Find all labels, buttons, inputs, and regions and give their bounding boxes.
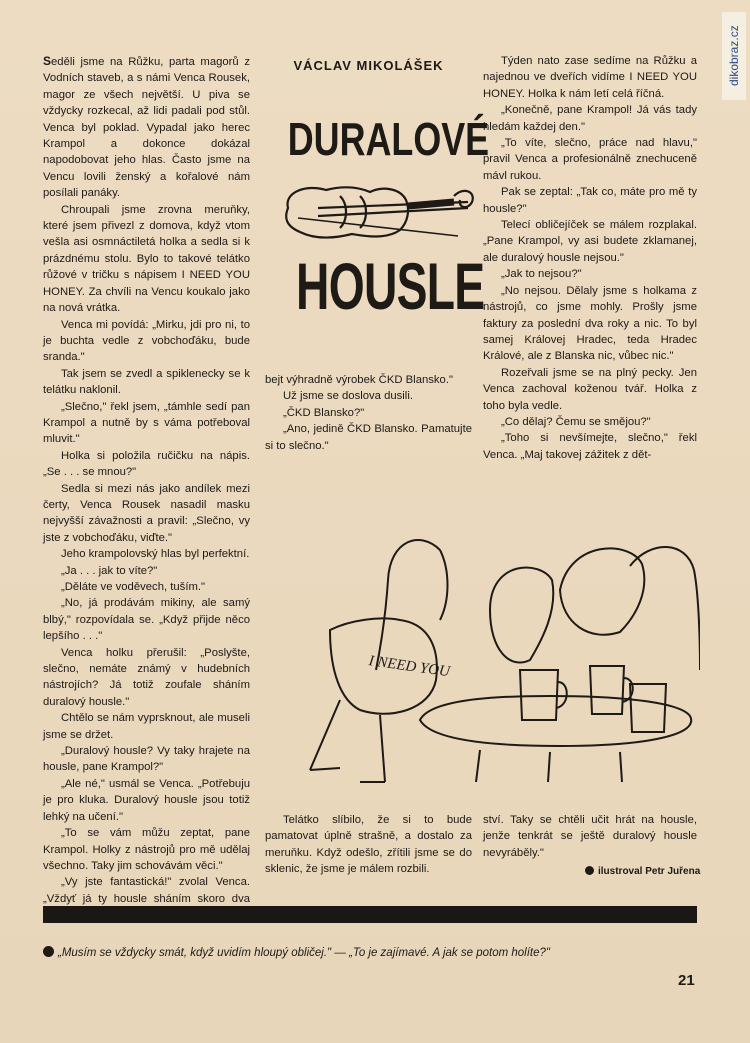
article-column-1 [43,53,250,924]
paragraph: „No, já prodávám mikiny, ale samý blbý," rozpovídala se. „Když přijde něco lepšího . . ." [43,597,250,643]
paragraph: „Ano, jedině ČKD Blansko. Pamatujte si to slečno." [265,423,472,452]
paragraph: Sedla si mezi nás jako andílek mezi čerty, Venca Rousek nasadil masku nejvyšší závažnosti a pravil: „Slečno, vy jste z vobchoďáku, viďte." [43,482,250,544]
article-column-3 [483,53,697,463]
paragraph: „Slečno," řekl jsem, „támhle sedí pan Krampol a nutně by s váma potřeboval mluvit." [43,400,250,446]
paragraph: „To víte, slečno, práce nad hlavu," pravil Venca a profesionálně znechuceně mávl rukou. [483,137,697,182]
beer-mug [630,684,666,732]
bullet-icon [585,866,594,875]
violin-string [318,208,468,216]
paragraph: bejt výhradně výrobek ČKD Blansko." [265,374,453,386]
violin-illustration [278,178,478,248]
paragraph: Venca mi povídá: „Mirku, jdi pro ni, to je buchta vedle z vobchoďáku, bude sranda." [43,318,250,364]
bullet-icon [43,946,54,957]
article-column-2-end [265,812,472,878]
drop-letter: S [43,54,52,68]
paragraph: Rozeřvali jsme se na plný pecky. Jen Venca zachoval koženou tvář. Holka z toho byla vedle. [483,366,697,412]
violin-scroll [454,191,473,207]
man-right-back [630,547,700,670]
beer-mug [590,666,633,714]
man-right-head [560,548,644,634]
paragraph: „Jak to nejsou?" [501,268,582,281]
paragraph: Chroupali jsme zrovna meruňky, které jsem přivezl z domova, když vtom vešla asi osmnáctiletá holka a sedla si k prázdnému stolu. Bylo to takové telátko růžové v tričku s nápisem I NEED YOU HONEY. Za chvíli na Vencu koukalo jako na nová vrátka. [43,203,250,315]
title-line-2: HOUSLE [296,249,485,323]
paragraph: Venca holku přerušil: „Poslyšte, slečno, nemáte známý v hudebních nástrojích? Já totiž zoufale sháním duralový housle." [43,646,250,708]
violin-bow [298,218,458,236]
paragraph: Tak jsem se zvedl a spiklenecky se k telátku naklonil. [43,367,250,397]
paragraph: „Ja . . . jak to víte?" [61,564,158,577]
table-legs [476,750,622,782]
paragraph: Holka si položila ručičku na nápis. „Se . . . se mnou?" [43,449,250,479]
paragraph: „ČKD Blansko?" [283,406,365,419]
author-name: VÁCLAV MIKOLÁŠEK [293,58,444,73]
paragraph: „Toho si nevšímejte, slečno," řekl Venca. „Maj takovej zážitek z dět- [483,432,697,461]
paragraph: „Vy jste fantastická!" zvolal Venca. „Vždyť já ty housle sháním skoro dva [43,876,250,905]
paragraph: „Konečně, pane Krampol! Já vás tady hledám každej den." [483,104,697,133]
paragraph: Seděli jsme na Růžku, parta magorů z Vodních staveb, a s námi Venca Rousek, magor ze všech největší. U piva se vždycky rozkecal, až lidi padali pod stůl. Venca byl poklad. Vypadal jako herec Krampol a dokonce dokázal napodobovat jeho hlas. Často jsme na Vencu lovili ženský a kořalové nám posílali panáky. [43,54,250,200]
paragraph: Telecí obličejíček se málem rozplakal. „Pane Krampol, vy asi budete zklamanej, ale duralový housle nejsou." [483,219,697,264]
girl-hair [376,540,448,670]
page-number: 21 [678,972,695,989]
illustration-credit: ilustroval Petr Juřena [585,866,700,877]
paragraph: Týden nato zase sedíme na Růžku a najednou ve dveřích vidíme I NEED YOU HONEY. Holka k nám letí celá říčná. [483,55,697,100]
cartoon-illustration [290,520,700,800]
beer-mug [520,670,567,720]
paragraph: Už jsme se doslova dusili. [283,390,413,403]
paragraph: „Ale né," usmál se Venca. „Potřebuju je pro kluka. Duralový housle jsou totiž lehký na učení." [43,777,250,823]
paragraph: „Děláte ve voděvech, tuším." [61,581,206,593]
paragraph: Pak se zeptal: „Tak co, máte pro mě ty housle?" [483,186,697,215]
watermark[interactable]: dikobraz.cz [722,12,746,100]
paragraph: „Co dělaj? Čemu se smějou?" [501,415,651,428]
separator-bar [43,906,697,923]
paragraph: „No nejsou. Dělaly jsme s holkama z nástrojů, co jsme mohly. Prošly jsme faktury za poslední dva roky a nic. To byl samej Královej Hradec, teda Hradec Králové, ale z Blanska nic, vůbec nic." [483,284,697,363]
paragraph: Jeho krampolovský hlas byl perfektní. [61,548,250,561]
violin-f-hole-right [360,196,366,228]
shirt-text: I NEED YOU [367,653,451,681]
article-column-2 [265,372,472,454]
violin-neck [408,202,454,206]
paragraph: ství. Taky se chtěli učit hrát na housle, jenže tenkrát se ještě duralový housle nevyráběly." [483,814,697,859]
paragraph: Telátko slíbilo, že si to bude pamatovat úplně strašně, a dostalo za meruňku. Když odešlo, zřítili jsme se do sklenic, že jsme je málem rozbili. [265,814,472,876]
paragraph: „To se vám můžu zeptat, pane Krampol. Holky z nástrojů pro mě udělaj všechno. Taky jim schovávám věci." [43,827,250,872]
article-column-3-end [483,812,697,861]
paragraph: „Duralový housle? Vy taky hrajete na housle, pane Krampol?" [43,745,250,774]
man-left-head [490,568,553,663]
paragraph: Chtělo se nám vyprsknout, ale museli jsme se držet. [43,712,250,741]
joke-line: „Musím se vždycky smát, když uvidím hloupý obličej." — „To je zajímavé. A jak se potom holíte?" [43,946,703,959]
title-line-1: DURALOVÉ [287,113,490,165]
